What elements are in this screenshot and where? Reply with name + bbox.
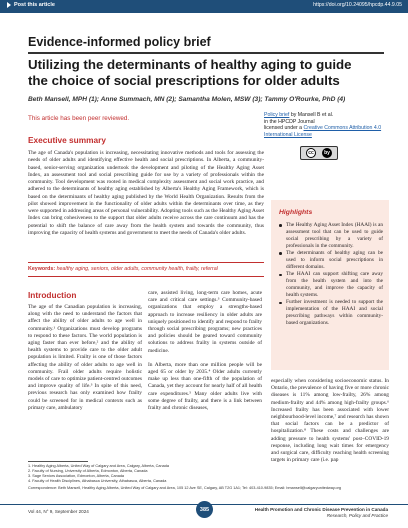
journal-name — [255, 507, 388, 519]
page-number: 385 — [196, 501, 213, 518]
license-line1: by Mansell B et al. — [289, 112, 334, 118]
affiliation: 3. Sage Seniors Association, Edmonton, Alberta, Canada — [28, 473, 125, 478]
highlights-box — [271, 200, 389, 370]
highlight-item — [279, 222, 383, 250]
divider — [28, 52, 384, 54]
highlight-item — [279, 250, 383, 271]
body-column-1: The age of the Canadian population is increasing, along with the need to understand the factors that affect the ability of older adults to age well in community.¹ Organizations must develop programs to respond to these factors. The world population is aging faster than ever before,² and the ability of health systems to provide care to the older adult population is limited. Frailty is one of those factors affecting the ability of older adults to age well in community. Frail older adults require holistic models of care to optimize patient-centred outcomes and improve quality of life.³ In spite of this need, previous research has only examined how frailty could be screened for in medical contexts such as primary care, ambulatory — [28, 304, 142, 411]
journal-subtitle: Research, Policy and Practice — [326, 513, 388, 518]
introduction-heading: Introduction — [28, 290, 77, 300]
affiliation: 4. Faculty of Health Disciplines, Athabasca University, Athabasca, Alberta, Canada — [28, 478, 167, 483]
bullet-icon — [279, 274, 282, 277]
footnote-divider — [28, 461, 88, 462]
peer-review-note: This article has been peer reviewed. — [28, 115, 130, 122]
highlight-text: Further investment is needed to support the implementation of the HAAI and social prescribing pathways within community-based organizations. — [286, 299, 383, 327]
license-line3: licensed under a — [264, 125, 304, 132]
divider — [28, 262, 264, 263]
highlight-text: The determinants of healthy aging can be used to inform social prescriptions in different domains. — [286, 250, 383, 270]
top-bar — [0, 0, 408, 13]
affiliation: 2. Faculty of Nursing, University of Alberta, Edmonton, Alberta, Canada — [28, 468, 148, 473]
policy-brief-link[interactable]: Policy brief — [264, 112, 290, 118]
affiliation: 1. Healthy Aging Alberta, United Way of Calgary and Area, Calgary, Alberta, Canada — [28, 464, 169, 468]
bullet-icon — [279, 252, 282, 255]
body-column-2 — [148, 290, 262, 412]
cc-icon: cc — [306, 148, 316, 158]
highlight-text: The Healthy Aging Asset Index (HAAI) is an assessment tool that can be used to guide social prescribing by a variety of professionals in the community. — [286, 222, 383, 249]
journal-title: Health Promotion and Chronic Disease Prevention in Canada — [254, 507, 388, 512]
license-notice — [264, 112, 389, 138]
article-title: Utilizing the determinants of healthy aging to guide the choice of social prescriptions for older adults — [28, 57, 352, 88]
authors: Beth Mansell, MPH (1); Anne Summach, MN (2); Samantha Molen, MSW (3); Tammy O'Rourke, PhD (4) — [28, 96, 346, 103]
executive-summary-heading: Executive summary — [28, 135, 106, 145]
cc-license-link[interactable]: Creative Commons Attribution 4.0 International License — [264, 125, 382, 138]
highlight-text: The HAAI can support shifting care away from the health system and into the community, and improve the capacity of health systems. — [286, 271, 383, 299]
body-column-3: especially when considering socioeconomic status. In Ontario, the prevalence of having five or more chronic diseases is 11% among low-frailty, 26% among medium-frailty and 44% among high-frailty groups.⁶ Increased frailty has been associated with lower neighbourhood-level income,⁷ and research has shown that social factors can be a predictor of hospitalization.⁸ These costs and challenges are adding pressure to health systems' post–COVID-19 response, including long wait times for emergency and surgical care, difficulty reaching health screening targets in primary care (i.e. pap — [271, 378, 389, 464]
bullet-icon — [279, 224, 282, 227]
correspondence: Correspondence: Beth Mansell, Healthy Aging Alberta, United Way of Calgary and Area, 105 12 Ave SE, Calgary, AB T2G 1A1; Tel: 403-410-9835; Email: bmansell@calgaryunitedway.org — [28, 485, 341, 490]
paragraph: care, assisted living, long-term care homes, acute care and critical care settings.³ Community-based organizations that employ a strengths-based approach to increase resiliency in older adults are uniquely positioned to identify and respond to frailty through social prescribing programs; new practices and policies should be geared toward community solutions to address frailty in systems outside of medicine. — [148, 290, 262, 354]
highlights-list — [279, 222, 383, 327]
highlights-heading: Highlights — [279, 209, 313, 216]
issue-info: Vol 44, N° 9, September 2024 — [28, 509, 89, 514]
doi-link[interactable]: https://doi.org/10.24095/hpcdp.44.9.05 — [313, 2, 402, 8]
highlight-item — [279, 299, 383, 327]
footnotes — [28, 464, 368, 491]
bullet-icon — [279, 302, 282, 305]
share-arrow-icon — [7, 2, 11, 8]
keywords-label: Keywords: — [28, 266, 56, 272]
post-article-label: Post this article — [14, 2, 55, 8]
keywords — [28, 266, 264, 272]
divider — [28, 276, 264, 277]
post-article-link[interactable] — [7, 2, 55, 8]
cc-by-logo[interactable] — [300, 146, 338, 160]
attribution-icon: by — [322, 148, 332, 158]
license-line2: in the HPCDP Journal — [264, 118, 315, 125]
executive-summary-body — [28, 150, 264, 237]
highlight-item — [279, 271, 383, 299]
article-type: Evidence-informed policy brief — [28, 35, 211, 49]
executive-summary-text: The age of Canada's population is increasing, necessitating innovative methods and tools for assessing the needs of older adults and identifying effective health and social prescriptions. In Alberta, a community-based, senior-serving organization undertook the development and piloting of the Healthy Aging Asset Index, an assessment tool and social prescribing guide for use by a variety of professionals within the community. Tool development was rooted in medical complexity assessment and social work practice, and adhered to the determinants of healthy aging established by Alberta's Healthy Aging Framework, which is based on the determinants of healthy aging published by the World Health Organization. Results from the pilot showed improvement in the functionality of older adults within the determinants over time, as they were supported in addressing areas of personal vulnerability. Adopting tools such as the Healthy Aging Asset Index can bring cohesiveness to the support that older adults receive across the care continuum and has the potential to shift the balance of care away from the health system and towards the community, thus improving the capacity of health systems and government to meet the needs of Canada's older adults. — [28, 150, 264, 236]
paragraph: In Alberta, more than one million people will be aged 65 or older by 2035.⁴ Older adults currently make up less than one-fifth of the population of Canada, yet they account for nearly half of all health care expenditures.⁵ Many older adults live with some degree of frailty, and there is a link between frailty and chronic diseases, — [148, 361, 262, 412]
keywords-list: healthy aging, seniors, older adults, community health, frailty, referral — [56, 266, 218, 272]
